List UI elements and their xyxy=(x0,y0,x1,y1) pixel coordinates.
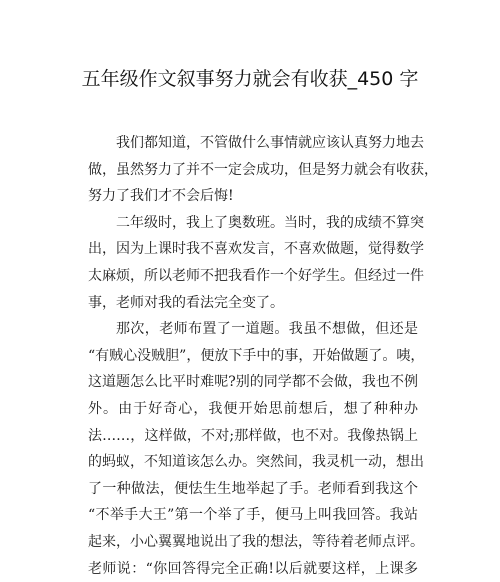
paragraph-2-line-1: 二年级时，我上了奥数班。当时，我的成绩不算突 xyxy=(88,210,418,237)
paragraph-3-line-6: 的蚂蚁，不知道该怎么办。突然间，我灵机一动，想出 xyxy=(88,449,418,476)
paragraph-3-line-8: “不举手大王”第一个举了手，便马上叫我回答。我站 xyxy=(88,502,418,529)
paragraph-3-line-4: 外。由于好奇心，我便开始思前想后，想了种种办 xyxy=(88,396,418,423)
paragraph-3-line-2: “有贼心没贼胆”，便放下手中的事，开始做题了。咦， xyxy=(88,343,418,370)
paragraph-3-line-1: 那次，老师布置了一道题。我虽不想做，但还是 xyxy=(88,316,418,343)
paragraph-2-line-2: 出，因为上课时我不喜欢发言，不喜欢做题，觉得数学 xyxy=(88,236,418,263)
document-body xyxy=(88,130,418,582)
paragraph-3-line-9: 起来，小心翼翼地说出了我的想法，等待着老师点评。 xyxy=(88,529,418,556)
document-title: 五年级作文叙事努力就会有收获_450 字 xyxy=(0,66,500,92)
paragraph-3-line-7: 了一种做法，便怯生生地举起了手。老师看到我这个 xyxy=(88,476,418,503)
paragraph-2-line-3: 太麻烦，所以老师不把我看作一个好学生。但经过一件 xyxy=(88,263,418,290)
paragraph-1-line-1: 我们都知道，不管做什么事情就应该认真努力地去 xyxy=(88,130,418,157)
paragraph-1-line-3: 努力了我们才不会后悔! xyxy=(88,183,418,210)
paragraph-3-line-3: 这道题怎么比平时难呢?别的同学都不会做，我也不例 xyxy=(88,369,418,396)
paragraph-1-line-2: 做，虽然努力了并不一定会成功，但是努力就会有收获， xyxy=(88,157,418,184)
paragraph-3-line-10: 老师说：“你回答得完全正确!以后就要这样，上课多 xyxy=(88,556,418,582)
paragraph-3-line-5: 法……，这样做，不对;那样做，也不对。我像热锅上 xyxy=(88,423,418,450)
paragraph-2-line-4: 事，老师对我的看法完全变了。 xyxy=(88,290,418,317)
